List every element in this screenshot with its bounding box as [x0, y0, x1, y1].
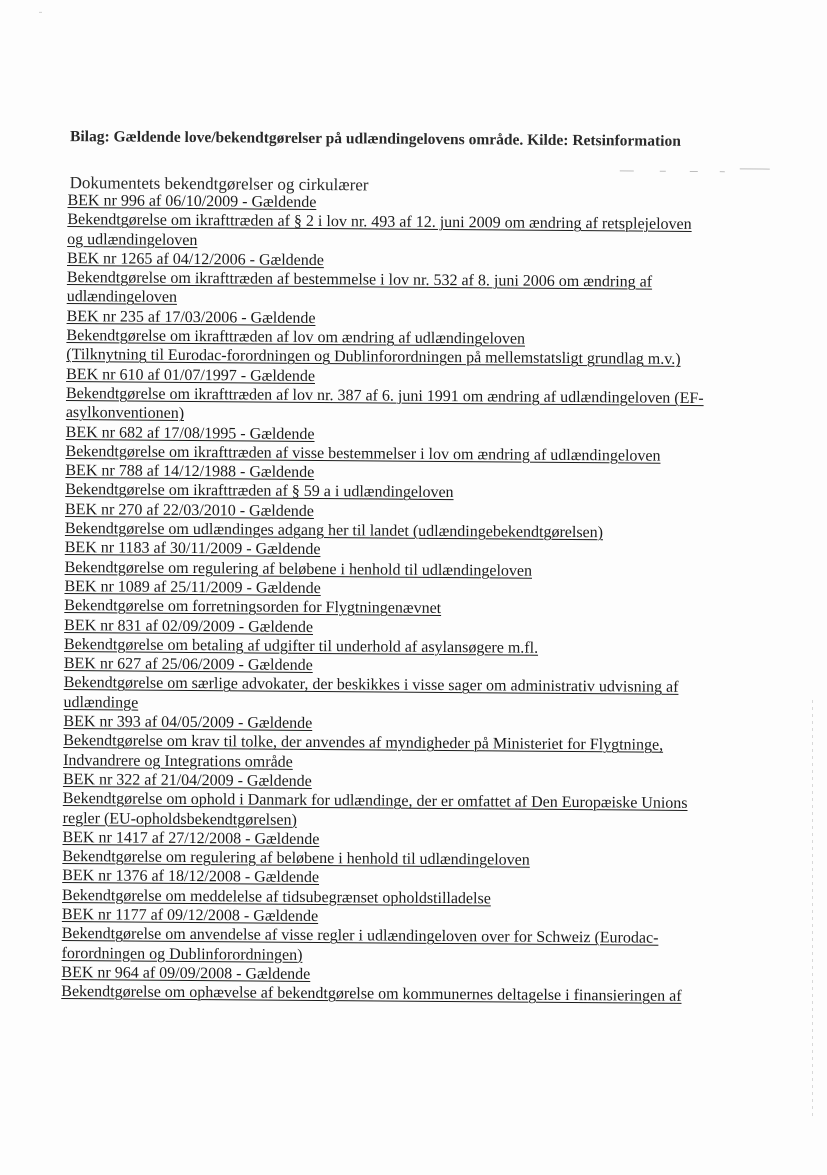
- document-description-link[interactable]: Bekendtgørelse om regulering af beløbene i henhold til udlændingeloven: [62, 848, 530, 869]
- document-description-link[interactable]: Bekendtgørelse om ikrafttræden af bestemmelse i lov nr. 532 af 8. juni 2006 om ændring af: [66, 269, 653, 291]
- document-description-link[interactable]: forordningen og Dublinforordningen): [61, 944, 303, 964]
- document-description-link[interactable]: Bekendtgørelse om forretningsorden for Flygtningenævnet: [64, 597, 442, 618]
- document-description-link[interactable]: Bekendtgørelse om anvendelse af visse regler i udlændingeloven over for Schweiz (Eurodac-: [61, 925, 659, 948]
- document-description-link[interactable]: asylkonventionen): [65, 404, 185, 423]
- document-description-link[interactable]: Bekendtgørelse om meddelelse af tidsubegrænset opholdstilladelse: [62, 886, 491, 908]
- document-reference-link[interactable]: BEK nr 627 af 25/06/2009 - Gældende: [63, 655, 313, 675]
- document-reference-link[interactable]: BEK nr 1376 af 18/12/2008 - Gældende: [62, 867, 320, 887]
- document-reference-link[interactable]: BEK nr 235 af 17/03/2006 - Gældende: [66, 307, 316, 327]
- document-reference-link[interactable]: BEK nr 996 af 06/10/2009 - Gældende: [67, 192, 317, 212]
- document-title: Bilag: Gældende love/bekendtgørelser på udlændingelovens område. Kilde: Retsinformation: [69, 128, 681, 150]
- document-reference-link[interactable]: BEK nr 831 af 02/09/2009 - Gældende: [64, 616, 314, 636]
- document-reference-link[interactable]: BEK nr 788 af 14/12/1988 - Gældende: [65, 462, 315, 482]
- document-description-link[interactable]: regler (EU-opholdsbekendtgørelsen): [62, 809, 297, 829]
- scan-artifact: [39, 12, 42, 13]
- scan-artifact-dots: [620, 170, 790, 177]
- document-reference-link[interactable]: BEK nr 610 af 01/07/1997 - Gældende: [66, 365, 316, 385]
- document-description-link[interactable]: Bekendtgørelse om krav til tolke, der anvendes af myndigheder på Ministeriet for Flygtninge,: [63, 732, 664, 755]
- document-description-link[interactable]: Bekendtgørelse om ikrafttræden af § 59 a i udlændingeloven: [65, 481, 454, 502]
- document-reference-link[interactable]: BEK nr 270 af 22/03/2010 - Gældende: [65, 500, 315, 520]
- document-description-link[interactable]: (Tilknytning til Eurodac-forordningen og Dublinforordningen på mellemstatsligt grundlag m.v.): [66, 346, 681, 369]
- document-description-link[interactable]: Bekendtgørelse om ikrafttræden af visse bestemmelser i lov om ændring af udlændingeloven: [65, 442, 661, 465]
- document-reference-link[interactable]: BEK nr 1089 af 25/11/2009 - Gældende: [64, 577, 321, 597]
- document-reference-link[interactable]: BEK nr 1177 af 09/12/2008 - Gældende: [61, 906, 319, 926]
- document-description-link[interactable]: og udlændingeloven: [67, 230, 198, 249]
- document-description-link[interactable]: udlændingeloven: [66, 288, 178, 307]
- document-description-link[interactable]: Indvandrere og Integrations område: [63, 751, 293, 771]
- document-list: [61, 191, 747, 1007]
- document-description-link[interactable]: Bekendtgørelse om regulering af beløbene i henhold til udlændingeloven: [64, 558, 533, 580]
- document-reference-link[interactable]: BEK nr 682 af 17/08/1995 - Gældende: [65, 423, 315, 443]
- document-description-link[interactable]: Bekendtgørelse om ikrafttræden af lov om ændring af udlændingeloven: [66, 327, 526, 348]
- document-reference-link[interactable]: BEK nr 1183 af 30/11/2009 - Gældende: [64, 539, 321, 559]
- document-description-link[interactable]: Bekendtgørelse om ophævelse af bekendtgørelse om kommunernes deltagelse i finansieringen af: [61, 983, 682, 1006]
- document-reference-link[interactable]: BEK nr 1417 af 27/12/2008 - Gældende: [62, 828, 320, 848]
- document-description-link[interactable]: Bekendtgørelse om ophold i Danmark for udlændinge, der er omfattet af Den Europæiske Unions: [62, 790, 688, 813]
- document-reference-link[interactable]: BEK nr 964 af 09/09/2008 - Gældende: [61, 963, 311, 983]
- document-subtitle: Dokumentets bekendtgørelser og cirkulærer: [69, 173, 369, 195]
- document-reference-link[interactable]: BEK nr 393 af 04/05/2009 - Gældende: [63, 713, 313, 733]
- document-reference-link[interactable]: BEK nr 322 af 21/04/2009 - Gældende: [62, 770, 312, 790]
- document-description-link[interactable]: udlændinge: [63, 693, 139, 712]
- document-description-link[interactable]: Bekendtgørelse om udlændinges adgang her til landet (udlændingebekendtgørelsen): [64, 520, 604, 542]
- scan-edge-line: [812, 700, 813, 1120]
- document-description-link[interactable]: Bekendtgørelse om ikrafttræden af § 2 i lov nr. 493 af 12. juni 2009 om ændring af retsplejeloven: [67, 211, 692, 234]
- document-reference-link[interactable]: BEK nr 1265 af 04/12/2006 - Gældende: [67, 249, 324, 269]
- document-description-link[interactable]: Bekendtgørelse om betaling af udgifter til underhold af asylansøgere m.fl.: [63, 635, 539, 657]
- document-description-link[interactable]: Bekendtgørelse om særlige advokater, der beskikkes i visse sager om administrativ udvisning af: [63, 674, 679, 697]
- document-description-link[interactable]: Bekendtgørelse om ikrafttræden af lov nr. 387 af 6. juni 1991 om ændring af udlændingeloven (EF-: [65, 385, 704, 408]
